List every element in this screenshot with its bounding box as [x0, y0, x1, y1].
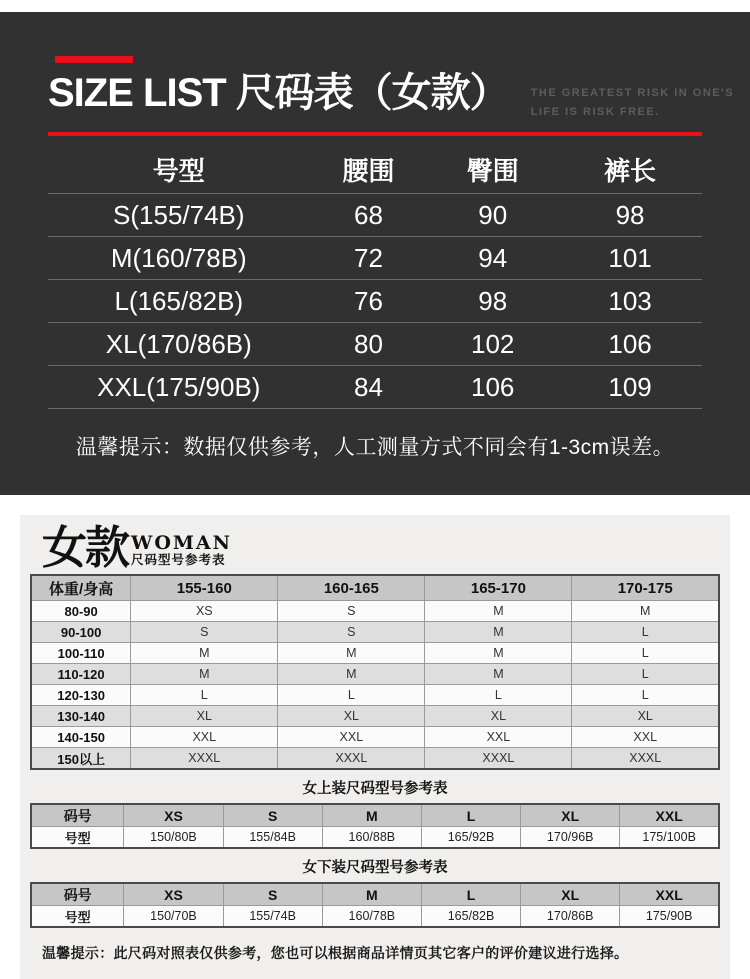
- data-cell: 175/90B: [620, 906, 719, 927]
- data-cell: XXXL: [278, 748, 425, 769]
- data-cell: M: [425, 601, 572, 622]
- row-label-cell: 140-150: [31, 727, 131, 748]
- row-label-cell: S(155/74B): [48, 194, 310, 237]
- column-header: S: [223, 804, 322, 827]
- data-cell: 109: [558, 366, 702, 409]
- column-header: 170-175: [572, 575, 719, 601]
- column-header: XS: [124, 804, 223, 827]
- data-cell: 160/88B: [322, 827, 421, 848]
- data-cell: L: [425, 685, 572, 706]
- measurement-notice: 温馨提示：数据仅供参考，人工测量方式不同会有1-3cm误差。: [75, 436, 675, 459]
- table-row: [31, 748, 719, 769]
- data-cell: XL: [425, 706, 572, 727]
- red-divider-line: [48, 132, 702, 136]
- row-label-cell: 120-130: [31, 685, 131, 706]
- woman-title-en: WOMAN: [131, 532, 233, 555]
- data-cell: XXL: [278, 727, 425, 748]
- table-row: [31, 643, 719, 664]
- column-header: 体重/身高: [31, 575, 131, 601]
- table-row: [31, 906, 719, 927]
- data-cell: 160/78B: [322, 906, 421, 927]
- tagline-text: [531, 84, 734, 123]
- table-row: [48, 194, 702, 237]
- data-cell: 170/86B: [521, 906, 620, 927]
- data-cell: S: [278, 601, 425, 622]
- header-row: [31, 883, 719, 906]
- data-cell: 155/84B: [223, 827, 322, 848]
- data-cell: M: [425, 622, 572, 643]
- data-cell: S: [131, 622, 278, 643]
- row-label-cell: L(165/82B): [48, 280, 310, 323]
- data-cell: 80: [310, 323, 428, 366]
- table-row: [48, 323, 702, 366]
- column-header: 码号: [31, 804, 124, 827]
- column-header: XXL: [620, 804, 719, 827]
- table-row: [31, 706, 719, 727]
- column-header: M: [322, 883, 421, 906]
- row-label-cell: 90-100: [31, 622, 131, 643]
- bottoms-size-table: [30, 882, 720, 928]
- data-cell: L: [572, 643, 719, 664]
- column-header: L: [421, 883, 520, 906]
- tops-size-table: [30, 803, 720, 849]
- row-label-cell: M(160/78B): [48, 237, 310, 280]
- table-row: [31, 685, 719, 706]
- column-header: 臀围: [427, 146, 558, 194]
- data-cell: M: [278, 643, 425, 664]
- bottoms-table-title: 女下装尺码型号参考表: [302, 859, 448, 876]
- data-cell: 98: [558, 194, 702, 237]
- women-size-table: [48, 146, 702, 410]
- data-cell: 150/80B: [124, 827, 223, 848]
- data-cell: XXXL: [425, 748, 572, 769]
- woman-subtitle: 尺码型号参考表: [131, 553, 226, 568]
- row-label-cell: 100-110: [31, 643, 131, 664]
- data-cell: XS: [131, 601, 278, 622]
- data-cell: L: [572, 685, 719, 706]
- data-cell: XL: [278, 706, 425, 727]
- data-cell: L: [572, 664, 719, 685]
- row-label-cell: 号型: [31, 827, 124, 848]
- data-cell: M: [278, 664, 425, 685]
- header-row: [31, 575, 719, 601]
- data-cell: 101: [558, 237, 702, 280]
- table-row: [48, 237, 702, 280]
- column-header: 160-165: [278, 575, 425, 601]
- row-label-cell: XXL(175/90B): [48, 366, 310, 409]
- data-cell: M: [131, 664, 278, 685]
- tagline-line2: LIFE IS RISK FREE.: [530, 106, 660, 119]
- size-list-panel: [0, 12, 750, 495]
- column-header: 165-170: [425, 575, 572, 601]
- header-row: [31, 804, 719, 827]
- data-cell: 175/100B: [620, 827, 719, 848]
- data-cell: 103: [558, 280, 702, 323]
- row-label-cell: 110-120: [31, 664, 131, 685]
- table-row: [31, 601, 719, 622]
- data-cell: 106: [427, 366, 558, 409]
- row-label-cell: 80-90: [31, 601, 131, 622]
- data-cell: L: [131, 685, 278, 706]
- red-accent-dash: [55, 56, 133, 63]
- column-header: S: [223, 883, 322, 906]
- page-title-zh: 尺码表（女款）: [235, 71, 509, 115]
- page-title: [48, 72, 509, 114]
- data-cell: XXXL: [131, 748, 278, 769]
- weight-height-size-table: [30, 574, 720, 770]
- table-row: [31, 664, 719, 685]
- data-cell: 165/92B: [421, 827, 520, 848]
- column-header: XL: [521, 883, 620, 906]
- data-cell: L: [278, 685, 425, 706]
- column-header: XXL: [620, 883, 719, 906]
- data-cell: XXL: [425, 727, 572, 748]
- row-label-cell: XL(170/86B): [48, 323, 310, 366]
- header-row: [48, 146, 702, 194]
- size-list-header: [48, 71, 735, 123]
- data-cell: 68: [310, 194, 428, 237]
- data-cell: M: [425, 664, 572, 685]
- table-row: [48, 280, 702, 323]
- data-cell: XXL: [131, 727, 278, 748]
- data-cell: 84: [310, 366, 428, 409]
- column-header: 裤长: [558, 146, 702, 194]
- data-cell: XL: [131, 706, 278, 727]
- tagline-line1: THE GREATEST RISK IN ONE'S: [530, 87, 735, 99]
- data-cell: XXXL: [572, 748, 719, 769]
- data-cell: 90: [427, 194, 558, 237]
- data-cell: L: [572, 622, 719, 643]
- tops-table-title: 女上装尺码型号参考表: [302, 780, 448, 797]
- table-row: [31, 727, 719, 748]
- woman-title-stack: [131, 534, 232, 569]
- column-header: L: [421, 804, 520, 827]
- data-cell: M: [572, 601, 719, 622]
- column-header: XS: [124, 883, 223, 906]
- row-label-cell: 150以上: [31, 748, 131, 769]
- table-row: [31, 827, 719, 848]
- data-cell: S: [278, 622, 425, 643]
- page-title-en: SIZE LIST: [48, 71, 226, 115]
- woman-reference-panel: [20, 515, 730, 979]
- data-cell: XXL: [572, 727, 719, 748]
- data-cell: 76: [310, 280, 428, 323]
- data-cell: 170/96B: [521, 827, 620, 848]
- woman-title-zh: 女款: [42, 522, 129, 573]
- woman-reference-header: [30, 522, 720, 574]
- column-header: 腰围: [310, 146, 428, 194]
- data-cell: 98: [427, 280, 558, 323]
- data-cell: XL: [572, 706, 719, 727]
- row-label-cell: 130-140: [31, 706, 131, 727]
- data-cell: M: [131, 643, 278, 664]
- table-row: [31, 622, 719, 643]
- data-cell: 102: [427, 323, 558, 366]
- data-cell: 72: [310, 237, 428, 280]
- column-header: XL: [521, 804, 620, 827]
- reference-notice: 温馨提示：此尺码对照表仅供参考，您也可以根据商品详情页其它客户的评价建议进行选择。: [42, 944, 629, 961]
- data-cell: M: [425, 643, 572, 664]
- data-cell: 106: [558, 323, 702, 366]
- column-header: 号型: [48, 146, 310, 194]
- data-cell: 165/82B: [421, 906, 520, 927]
- size-chart-page: [0, 12, 750, 961]
- data-cell: 94: [427, 237, 558, 280]
- column-header: M: [322, 804, 421, 827]
- table-row: [48, 366, 702, 409]
- column-header: 码号: [31, 883, 124, 906]
- row-label-cell: 号型: [31, 906, 124, 927]
- column-header: 155-160: [131, 575, 278, 601]
- data-cell: 155/74B: [223, 906, 322, 927]
- data-cell: 150/70B: [124, 906, 223, 927]
